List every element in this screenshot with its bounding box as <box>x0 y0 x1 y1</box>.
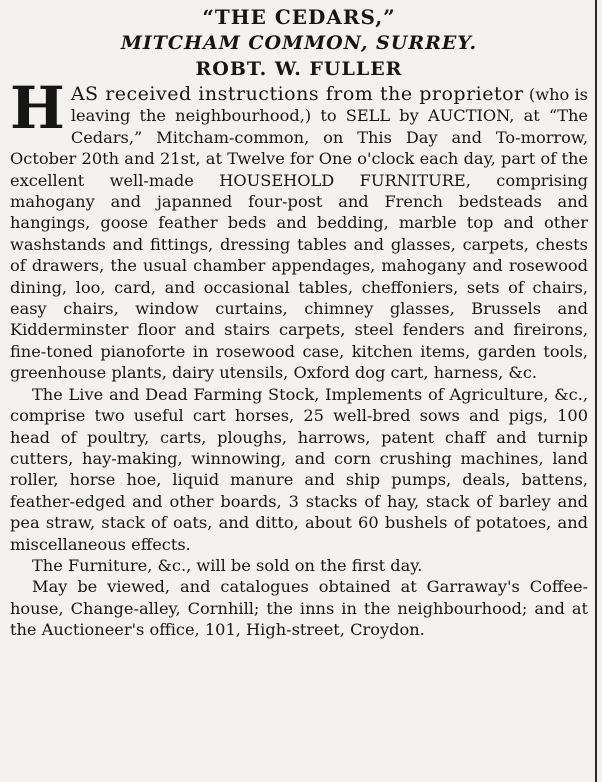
ad-paragraph-4: May be viewed, and catalogues obtained at Garraway's Coffee-house, Change-alley, Cornhill; the inns in the neighbourhood; and at the Auctioneer's office, 101, High-street, Croydon. <box>10 577 588 640</box>
drop-cap: H <box>10 74 65 142</box>
column-rule <box>595 0 597 782</box>
ad-title: “THE CEDARS,” <box>202 5 396 29</box>
ad-paragraph-1 <box>10 74 588 384</box>
ad-location: MITCHAM COMMON, SURREY. <box>120 32 478 54</box>
first-line-text: AS received instructions from the proprietor <box>70 83 524 105</box>
paragraph-1-text: (who is leaving the neighbourhood,) to SELL by AUCTION, at “The Cedars,” Mitcham-common, on This Day and To-morrow, October 20th and 21st, at Twelve for One o'clock each day, part of the excellent well-made HOUSEHOLD FURNITURE, comprising mahogany and japanned four-post and French bedsteads and hangings, goose feather beds and bedding, marble top and other washstands and fittings, dressing tables and glasses, carpets, chests of drawers, the usual chamber appendages, mahogany and rosewood dining, loo, card, and occasional tables, cheffoniers, sets of chairs, easy chairs, window curtains, chimney glasses, Brussels and Kidderminster floor and stairs carpets, steel fenders and fireirons, fine-toned pianoforte in rosewood case, kitchen items, garden tools, greenhouse plants, dairy utensils, Oxford dog cart, harness, &c. <box>10 85 588 383</box>
ad-paragraph-3: The Furniture, &c., will be sold on the first day. <box>32 555 423 575</box>
ad-auctioneer: ROBT. W. FULLER <box>195 58 403 80</box>
auction-advertisement <box>10 4 588 641</box>
ad-paragraph-2: The Live and Dead Farming Stock, Implements of Agriculture, &c., comprise two useful cart horses, 25 well-bred sows and pigs, 100 head of poultry, carts, ploughs, harrows, patent chaff and turnip cutters, hay-making, winnowing, and corn crushing machines, land roller, horse hoe, liquid manure and ship pumps, deals, battens, feather-edged and other boards, 3 stacks of hay, stack of barley and pea straw, stack of oats, and ditto, about 60 bushels of potatoes, and miscellaneous effects. <box>10 384 588 554</box>
